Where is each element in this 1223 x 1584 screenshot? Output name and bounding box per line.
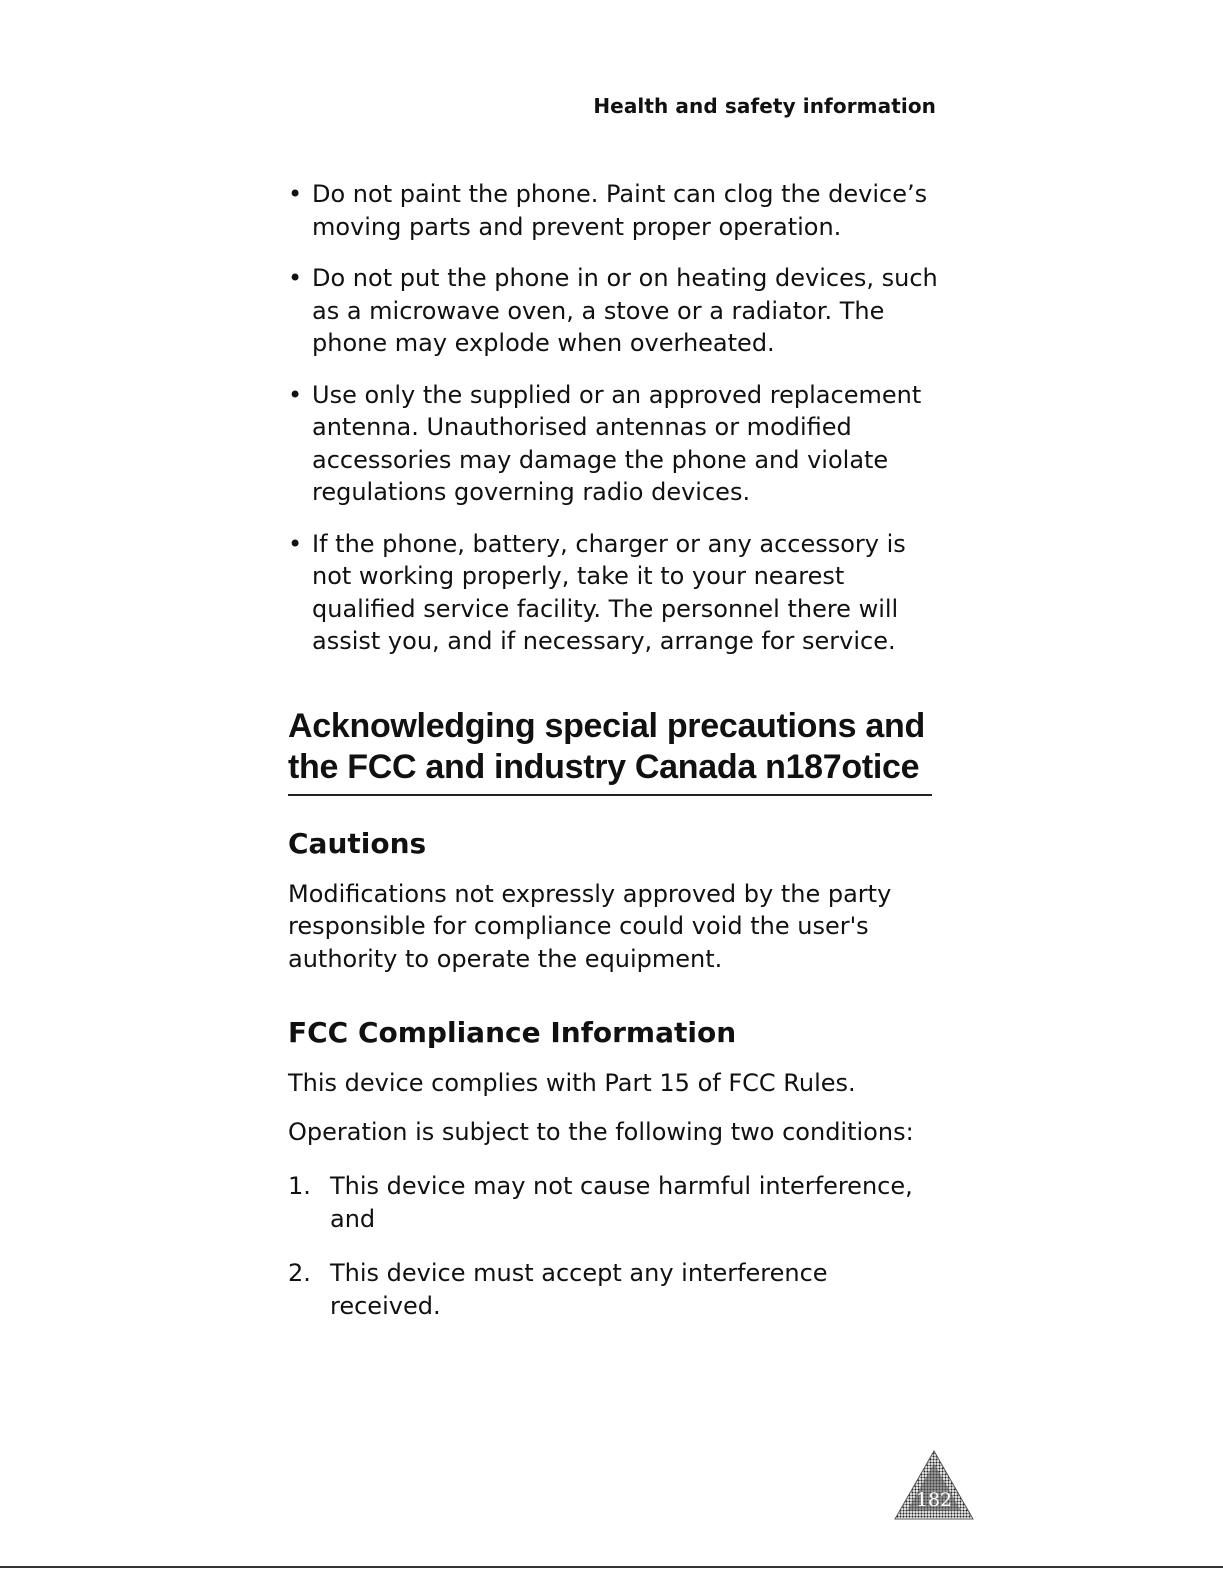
bullet-text: If the phone, battery, charger or any accessory is not working properly, take it to your nearest qualified service facility. The personnel there will assist you, and if necessary, arrange for service.: [312, 529, 906, 655]
bullet-icon: •: [288, 529, 303, 558]
list-number: 1.: [288, 1172, 311, 1200]
list-item: [288, 528, 940, 658]
list-number: 2.: [288, 1259, 311, 1287]
safety-bullet-list: [288, 178, 940, 658]
bullet-text: Use only the supplied or an approved replacement antenna. Unauthorised antennas or modified accessories may damage the phone and violate regulations governing radio devices.: [312, 380, 922, 506]
bottom-border-divider: [0, 1566, 1223, 1568]
cautions-heading: Cautions: [288, 826, 427, 860]
bullet-icon: •: [288, 180, 303, 208]
list-item: [288, 178, 940, 243]
bullet-icon: •: [288, 380, 303, 409]
list-item: [288, 1170, 940, 1235]
fcc-conditions-list: [288, 1170, 940, 1322]
list-item: [288, 1257, 940, 1322]
bullet-text: Do not paint the phone. Paint can clog the device’s moving parts and prevent proper operation.: [312, 180, 928, 241]
list-item: [288, 379, 940, 509]
running-header: Health and safety information: [593, 94, 936, 118]
page-content: [288, 178, 940, 1344]
fcc-conditions-intro: Operation is subject to the following two conditions:: [288, 1117, 914, 1146]
condition-text: This device must accept any interference received.: [330, 1259, 828, 1320]
bullet-text: Do not put the phone in or on heating devices, such as a microwave oven, a stove or a radiator. The phone may explode when overheated.: [312, 264, 938, 357]
fcc-heading: FCC Compliance Information: [288, 1016, 737, 1049]
title-underline-divider: [288, 794, 932, 796]
cautions-paragraph: Modifications not expressly approved by the party responsible for compliance could void the user's authority to operate the equipment.: [288, 879, 892, 973]
section-title: Acknowledging special precautions and the FCC and industry Canada n187otice: [288, 706, 925, 786]
bullet-icon: •: [288, 264, 303, 292]
fcc-compliance-line: This device complies with Part 15 of FCC Rules.: [288, 1069, 856, 1097]
page-number: 182: [915, 1489, 953, 1511]
condition-text: This device may not cause harmful interference, and: [330, 1172, 913, 1233]
page-number-badge: [893, 1449, 975, 1521]
list-item: [288, 262, 940, 360]
